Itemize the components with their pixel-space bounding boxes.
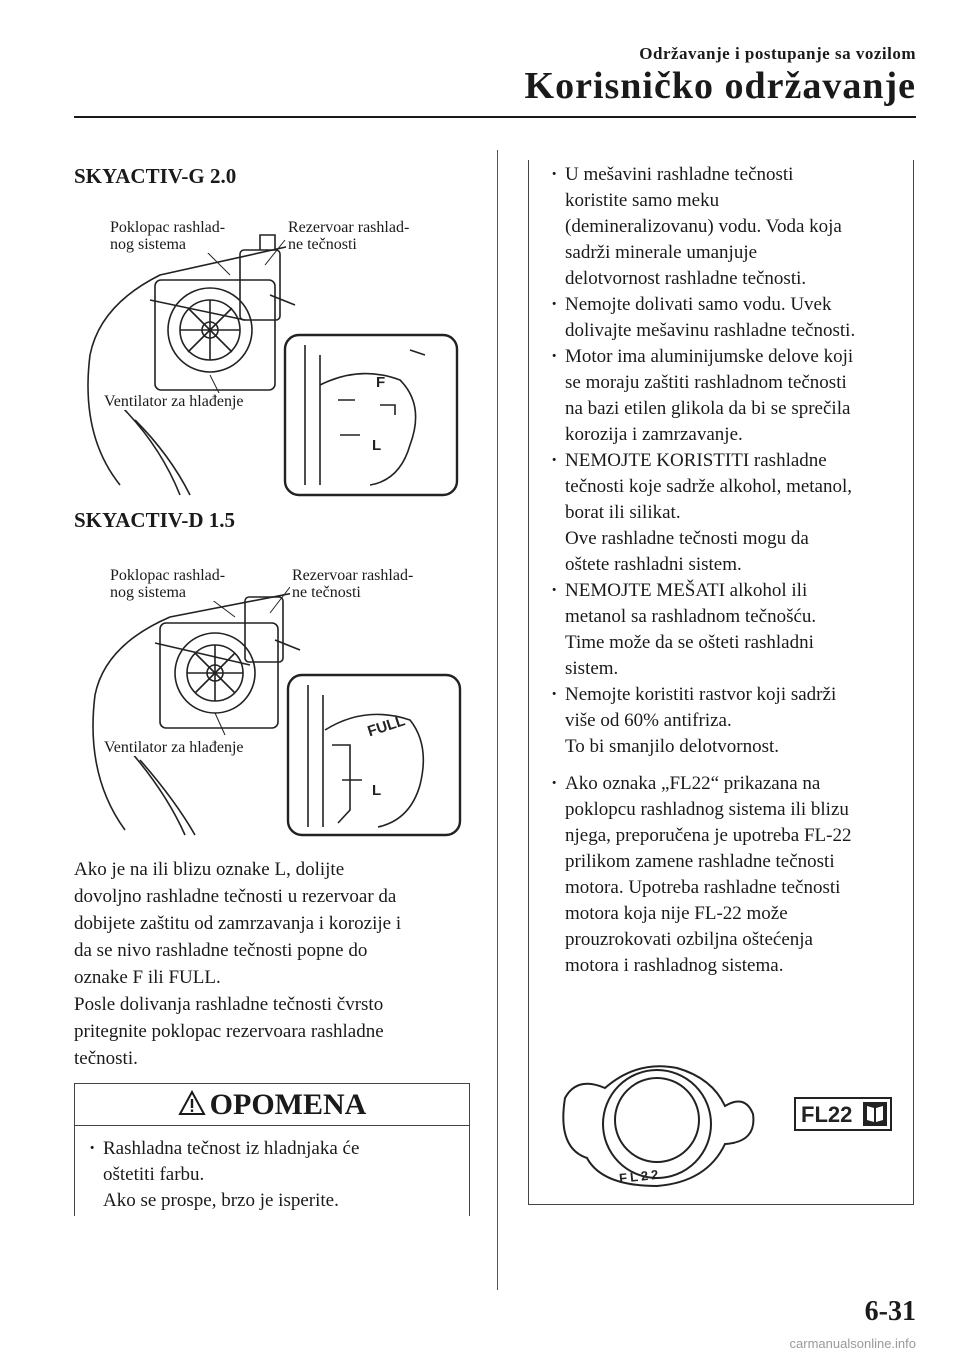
- body-paragraph: [74, 856, 484, 1072]
- header-section: Održavanje i postupanje sa vozilom: [639, 44, 916, 63]
- figure1-mark-l: L: [372, 437, 382, 454]
- warning-triangle-icon: [178, 1086, 206, 1128]
- note-list: [565, 162, 907, 979]
- fl22-badge-text: FL22: [801, 1102, 853, 1127]
- warning-item: · Rashladna tečnost iz hladnjaka će oštetiti farbu. Ako se prospe, brzo je isperite.: [103, 1136, 457, 1214]
- figure1-label-fan: Ventilator za hlađenje: [104, 393, 244, 410]
- figure2-engine-illustration: [80, 555, 480, 840]
- warning-header: [75, 1084, 469, 1126]
- body-line: Ako je na ili blizu oznake L, dolijte: [74, 859, 345, 880]
- body-line: Posle dolivanja rashladne tečnosti čvrsto: [74, 994, 384, 1015]
- figure2-label-cap: Poklopac rashlad- nog sistema: [110, 567, 226, 601]
- figure2-mark-l: L: [372, 782, 382, 799]
- radiator-cap-drawing: [547, 1058, 897, 1190]
- note-item: · Motor ima aluminijumske delove koji se moraju zaštiti rashladnom tečnosti na bazi etilen glikola da bi se sprečila korozija i zamrzavanje.: [565, 344, 907, 448]
- column-divider: [497, 150, 498, 1290]
- body-line: da se nivo rashladne tečnosti popne do: [74, 940, 368, 961]
- body-line: oznake F ili FULL.: [74, 967, 221, 988]
- watermark: carmanualsonline.info: [789, 1336, 916, 1351]
- note-item: · U mešavini rashladne tečnosti koristite samo meku (demineralizovanu) vodu. Voda koja sadrži minerale umanjuje delotvornost rashladne tečnosti.: [565, 162, 907, 292]
- radiator-cap-illustration: [547, 1058, 897, 1190]
- note-item: · NEMOJTE MEŠATI alkohol ili metanol sa rashladnom tečnošću. Time može da se ošteti rashladni sistem.: [565, 578, 907, 682]
- figure1-level-marks: [372, 374, 385, 454]
- warning-box: [74, 1083, 470, 1216]
- figure2-mark-full: FULL: [365, 712, 408, 741]
- body-line: tečnosti.: [74, 1048, 138, 1069]
- body-line: dobijete zaštitu od zamrzavanja i korozije i: [74, 913, 402, 934]
- note-item: · Ako oznaka „FL22“ prikazana na poklopcu rashladnog sistema ili blizu njega, preporučena je upotreba FL-22 prilikom zamene rashladne tečnosti motora. Upotreba rashladne tečnosti motora koja nije FL-22 može prouzrokovati ozbiljna oštećenja motora i rashladnog sistema.: [565, 771, 907, 979]
- note-item: · Nemojte koristiti rastvor koji sadrži više od 60% antifriza. To bi smanjilo delotvornost.: [565, 682, 907, 760]
- fl22-badge: [795, 1098, 891, 1130]
- warning-title: OPOMENA: [209, 1088, 367, 1121]
- cap-arc-text: FL22: [618, 1166, 662, 1186]
- note-item: · NEMOJTE KORISTITI rashladne tečnosti koje sadrže alkohol, metanol, borat ili silikat. Ove rashladne tečnosti mogu da oštete rashladni sistem.: [565, 448, 907, 578]
- figure2-heading: SKYACTIV-D 1.5: [74, 508, 236, 532]
- figure1-engine-illustration: [80, 205, 480, 500]
- body-line: dovoljno rashladne tečnosti u rezervoar da: [74, 886, 397, 907]
- figure1-mark-f: F: [376, 374, 386, 391]
- figure2-label-fan: Ventilator za hlađenje: [104, 739, 244, 756]
- page-number: 6-31: [864, 1296, 916, 1327]
- manual-book-icon: [863, 1102, 887, 1126]
- body-line: pritegnite poklopac rezervoara rashladne: [74, 1021, 384, 1042]
- figure1-label-cap: Poklopac rashlad- nog sistema: [110, 219, 226, 253]
- note-box: [528, 160, 914, 1205]
- figure2-label-reservoir: Rezervoar rashlad- ne tečnosti: [292, 567, 414, 601]
- figure2-level-marks: [365, 712, 407, 799]
- header-rule: [74, 116, 916, 118]
- figure1-heading: SKYACTIV-G 2.0: [74, 164, 237, 188]
- figure1-label-reservoir: Rezervoar rashlad- ne tečnosti: [288, 219, 410, 253]
- note-item: · Nemojte dolivati samo vodu. Uvek dolivajte mešavinu rashladne tečnosti.: [565, 292, 907, 344]
- page-title: Korisničko održavanje: [524, 65, 916, 107]
- warning-list: [75, 1126, 469, 1214]
